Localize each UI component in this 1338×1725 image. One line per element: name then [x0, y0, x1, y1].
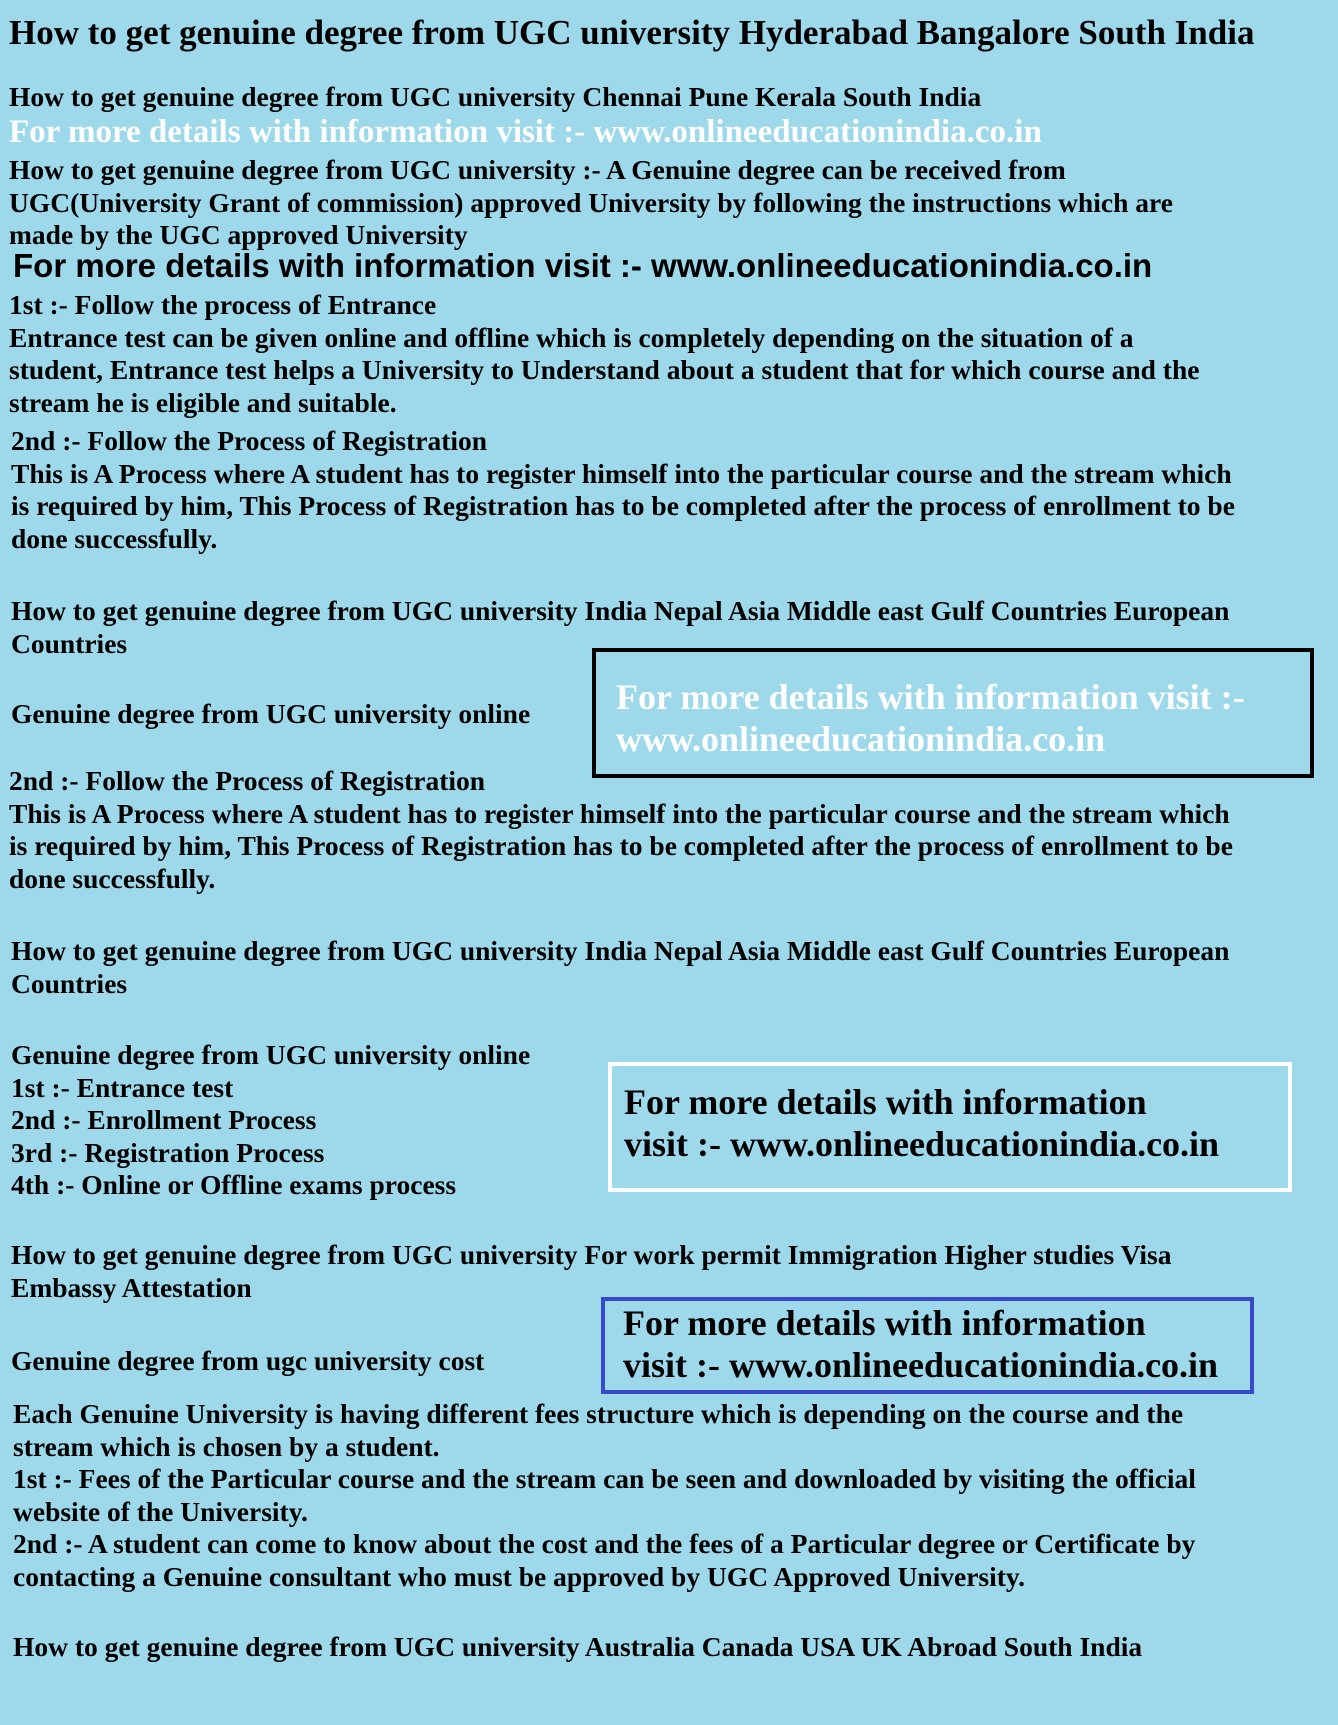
fees-line: 2nd :- A student can come to know about the cost and the fees of a Particular degree or Certificate by: [13, 1528, 1196, 1559]
info-box-line: visit :- www.onlineeducationindia.co.in: [624, 1124, 1220, 1164]
cost-heading: Genuine degree from ugc university cost: [11, 1345, 485, 1376]
step2-line: done successfully.: [11, 522, 218, 554]
work-permit-section: [11, 1239, 1172, 1304]
step2-heading: 2nd :- Follow the Process of Registration: [9, 765, 486, 796]
list-item: Genuine degree from UGC university online: [11, 1039, 531, 1070]
step2-section-repeat: [9, 765, 1233, 895]
list-item: 1st :- Entrance test: [11, 1071, 234, 1103]
info-box-text: [616, 676, 1245, 760]
fees-line: contacting a Genuine consultant who must be approved by UGC Approved University.: [13, 1560, 1026, 1592]
abroad-heading: How to get genuine degree from UGC university Australia Canada USA UK Abroad South India: [13, 1631, 1143, 1662]
info-box-line: For more details with information visit :-: [616, 677, 1245, 717]
step2-section: [11, 425, 1235, 555]
work-permit-line: Embassy Attestation: [11, 1271, 252, 1303]
steps-list: [11, 1039, 530, 1202]
fees-section: [13, 1398, 1196, 1593]
intro-line: UGC(University Grant of commission) approved University by following the instructions which are: [9, 186, 1173, 218]
page-title: How to get genuine degree from UGC university Hyderabad Bangalore South India: [9, 13, 1255, 52]
link-banner-black: For more details with information visit :- www.onlineeducationindia.co.in: [13, 247, 1153, 284]
info-box-line: For more details with information: [623, 1303, 1146, 1343]
countries-section-repeat: [11, 935, 1229, 1000]
info-box-line: visit :- www.onlineeducationindia.co.in: [623, 1345, 1219, 1385]
list-item: 4th :- Online or Offline exams process: [11, 1169, 457, 1200]
step2-heading: 2nd :- Follow the Process of Registration: [11, 425, 488, 456]
info-box-text: [623, 1302, 1218, 1386]
intro-line: How to get genuine degree from UGC university :- A Genuine degree can be received from: [9, 154, 1066, 185]
info-box-white: [608, 1062, 1292, 1192]
step2-line: done successfully.: [9, 862, 216, 894]
step2-line: This is A Process where A student has to register himself into the particular course and the stream which: [9, 797, 1230, 829]
countries-line: How to get genuine degree from UGC university India Nepal Asia Middle east Gulf Countries European: [11, 595, 1230, 626]
subtitle: How to get genuine degree from UGC university Chennai Pune Kerala South India: [9, 81, 982, 112]
countries-line: How to get genuine degree from UGC university India Nepal Asia Middle east Gulf Countries European: [11, 935, 1230, 966]
work-permit-line: How to get genuine degree from UGC university For work permit Immigration Higher studies Visa: [11, 1239, 1172, 1270]
info-box-line: www.onlineeducationindia.co.in: [616, 719, 1106, 759]
step1-line: Entrance test can be given online and offline which is completely depending on the situation of a: [9, 321, 1134, 353]
step2-line: is required by him, This Process of Registration has to be completed after the process of enrollment to be: [9, 830, 1233, 861]
step2-line: This is A Process where A student has to register himself into the particular course and the stream which: [11, 457, 1232, 489]
step2-line: is required by him, This Process of Registration has to be completed after the process of enrollment to be: [11, 490, 1235, 521]
fees-line: Each Genuine University is having different fees structure which is depending on the course and the: [13, 1398, 1184, 1429]
list-item: 2nd :- Enrollment Process: [11, 1104, 317, 1135]
step1-heading: 1st :- Follow the process of Entrance: [9, 289, 437, 320]
step1-line: stream he is eligible and suitable.: [9, 386, 397, 418]
intro-line: made by the UGC approved University: [9, 219, 468, 250]
countries-line: Countries: [11, 627, 128, 659]
link-banner-white: For more details with information visit :- www.onlineeducationindia.co.in: [9, 114, 1042, 150]
fees-line: 1st :- Fees of the Particular course and the stream can be seen and downloaded by visiting the official: [13, 1463, 1196, 1494]
countries-line: Countries: [11, 967, 128, 999]
info-box-line: For more details with information: [624, 1082, 1147, 1122]
fees-line: website of the University.: [13, 1495, 308, 1527]
info-box-text: [624, 1081, 1219, 1165]
step1-section: [9, 289, 1199, 419]
intro-paragraph: [9, 154, 1173, 252]
online-heading: Genuine degree from UGC university online: [11, 698, 531, 729]
list-item: 3rd :- Registration Process: [11, 1136, 325, 1168]
info-box-black: [592, 648, 1314, 778]
info-box-blue: [601, 1297, 1254, 1394]
fees-line: stream which is chosen by a student.: [13, 1430, 440, 1462]
step1-line: student, Entrance test helps a University to Understand about a student that for which course and the: [9, 354, 1200, 385]
